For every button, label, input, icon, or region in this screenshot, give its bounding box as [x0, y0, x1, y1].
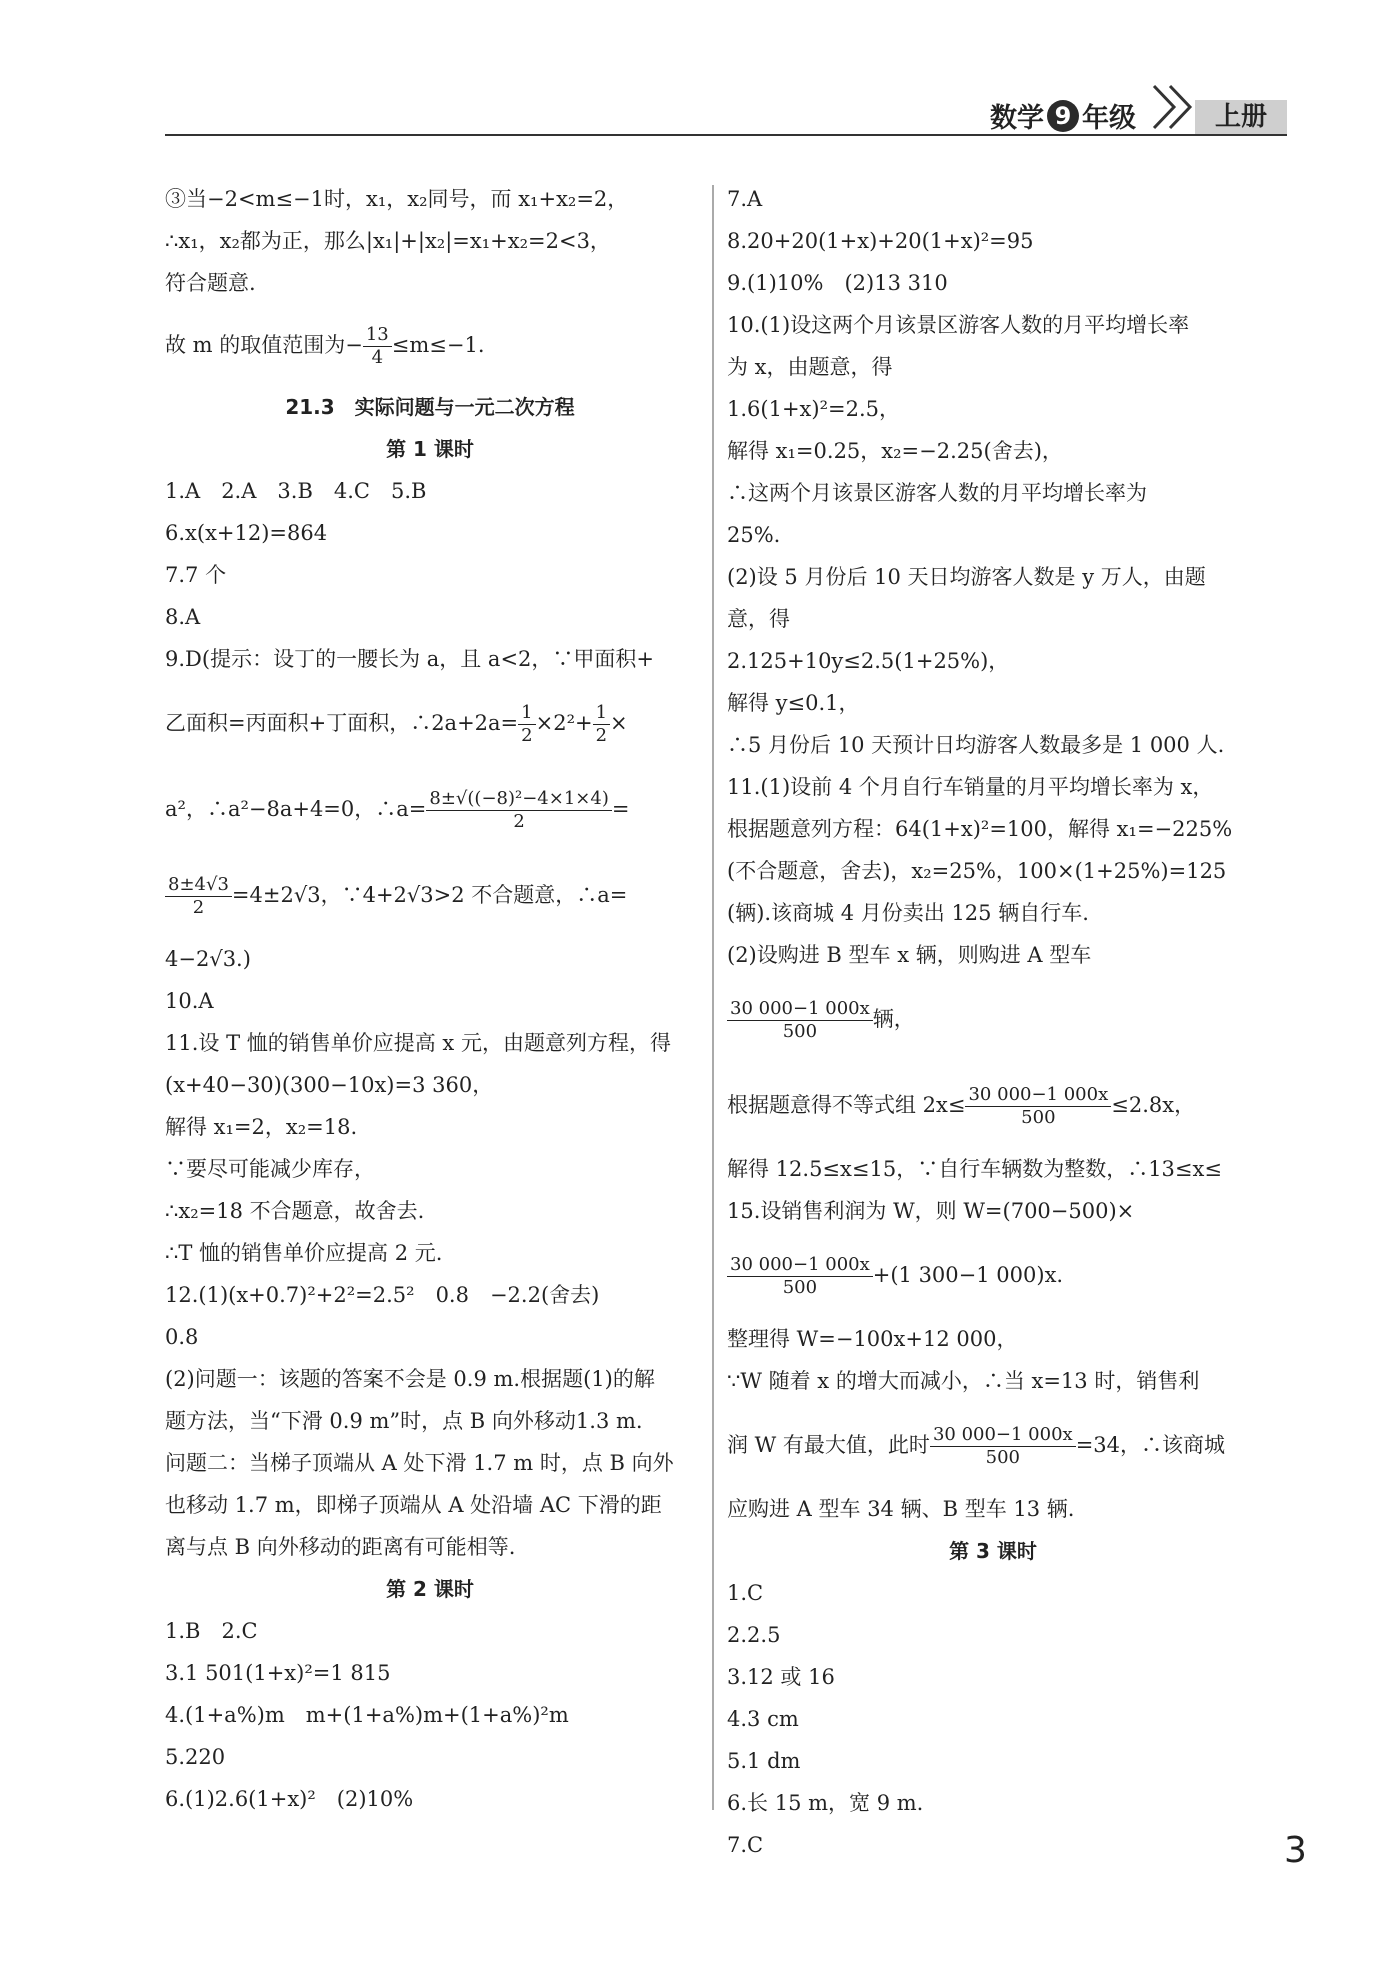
column-divider — [712, 185, 714, 1810]
answer-line: 问题二：当梯子顶端从 A 处下滑 1.7 m 时，点 B 向外 — [165, 1451, 674, 1475]
fraction: $\frac{30 000-1 000x}{500}$ — [930, 1424, 1076, 1469]
answer-line: 6.长 15 m，宽 9 m. — [727, 1791, 924, 1815]
grade-badge: 9 — [1047, 100, 1079, 132]
text-line: ③当−2<m≤−1时，x₁，x₂同号，而 x₁+x₂=2， — [165, 187, 629, 211]
fraction: $\frac{1}{2}$ — [518, 702, 535, 747]
answer-line: 2.125+10y≤2.5(1+25%)， — [727, 649, 1010, 673]
answer-line: 9.(1)10% (2)13 310 — [727, 271, 948, 295]
left-column — [165, 178, 695, 1820]
fraction: $\frac{30 000-1 000x}{500}$ — [727, 1254, 873, 1299]
answer-line: 为 x，由题意，得 — [727, 355, 893, 379]
answer-line: 整理得 W=−100x+12 000， — [727, 1327, 1018, 1351]
fraction: $\frac{1}{2}$ — [593, 702, 610, 747]
page-number: 3 — [1284, 1830, 1307, 1871]
answer-line: 12.(1)(x+0.7)²+2²=2.5² 0.8 −2.2(舍去) — [165, 1283, 600, 1307]
answer-line: (不合题意，舍去)，x₂=25%，100×(1+25%)=125 — [727, 859, 1227, 883]
answer-line: 题方法，当“下滑 0.9 m”时，点 B 向外移动1.3 m. — [165, 1409, 643, 1433]
answer-line: 10.A — [165, 989, 214, 1013]
answer-line: 1.6(1+x)²=2.5， — [727, 397, 900, 421]
answer-line: 1.A 2.A 3.B 4.C 5.B — [165, 479, 427, 503]
answer-line: ∴T 恤的销售单价应提高 2 元. — [165, 1241, 443, 1265]
fraction: $\frac{30 000-1 000x}{500}$ — [965, 1084, 1111, 1129]
answer-line: a²，∴a²−8a+4=0，∴a= $\frac{\text{8±√((−8)²−4×1×4)}}{2}$ = — [165, 788, 630, 832]
answer-line: 4−2√3.) — [165, 947, 251, 971]
answer-line: 6.x(x+12)=864 — [165, 521, 328, 545]
answer-line: ∴x₂=18 不合题意，故舍去. — [165, 1199, 425, 1223]
answer-line: 9.D(提示：设丁的一腰长为 a，且 a<2，∵甲面积+ — [165, 647, 655, 671]
right-column — [727, 178, 1259, 1866]
lesson-title: 第 3 课时 — [949, 1539, 1037, 1563]
double-chevron-icon — [1150, 82, 1200, 132]
answer-line: (2)设购进 B 型车 x 辆，则购进 A 型车 — [727, 943, 1092, 967]
answer-line: (2)设 5 月份后 10 天日均游客人数是 y 万人，由题 — [727, 565, 1206, 589]
answer-line: 4.3 cm — [727, 1707, 799, 1731]
answer-line: ∴5 月份后 10 天预计日均游客人数最多是 1 000 人. — [727, 733, 1225, 757]
lesson-title: 第 2 课时 — [386, 1577, 474, 1601]
answer-line: 解得 x₁=0.25，x₂=−2.25(舍去)， — [727, 439, 1063, 463]
page-header — [0, 0, 1398, 140]
answer-line: 根据题意得不等式组 2x≤ $\frac{30 000-1 000x}{500}$ ≤2.8x， — [727, 1084, 1196, 1128]
answer-line: 25%. — [727, 523, 781, 547]
answer-line: 11.设 T 恤的销售单价应提高 x 元，由题意列方程，得 — [165, 1031, 671, 1055]
answer-line: 2.2.5 — [727, 1623, 781, 1647]
text-line: ∴x₁，x₂都为正，那么|x₁|+|x₂|=x₁+x₂=2<3， — [165, 229, 611, 253]
answer-line: ∵W 随着 x 的增大而减小，∴当 x=13 时，销售利 — [727, 1369, 1200, 1393]
subject-label: 数学 — [990, 103, 1044, 134]
answer-line: 应购进 A 型车 34 辆、B 型车 13 辆. — [727, 1497, 1075, 1521]
answer-line: 15.设销售利润为 W，则 W=(700−500)× — [727, 1199, 1135, 1223]
answer-line: $\frac{8\pm 4√3}{2}$ =4±2√3，∵4+2√3>2 不合题意，∴a= — [165, 852, 695, 938]
answer-line: ∵要尽可能减少库存， — [165, 1157, 375, 1181]
fraction: $\frac{13}{4}$ — [363, 324, 392, 369]
answer-line: 也移动 1.7 m，即梯子顶端从 A 处沿墙 AC 下滑的距 — [165, 1493, 662, 1517]
answer-line: 4.(1+a%)m m+(1+a%)m+(1+a%)²m — [165, 1703, 569, 1727]
answer-line: 润 W 有最大值，此时 $\frac{30 000-1 000x}{500}$ =34，∴该商城 — [727, 1424, 1226, 1468]
answer-line: 根据题意列方程：64(1+x)²=100，解得 x₁=−225% — [727, 817, 1233, 841]
answer-line: (x+40−30)(300−10x)=3 360， — [165, 1073, 494, 1097]
fraction: $\frac{\text{8±√((−8)²−4×1×4)}}{2}$ — [426, 788, 611, 833]
answer-line: 7.7 个 — [165, 563, 227, 587]
answer-line: 10.(1)设这两个月该景区游客人数的月平均增长率 — [727, 313, 1190, 337]
grade-label: 年级 — [1082, 103, 1136, 134]
answer-line: $\frac{30 000-1 000x}{500}$ +(1 300−1 000)x. — [727, 1232, 1259, 1318]
answer-line: 0.8 — [165, 1325, 199, 1349]
answer-line: 7.C — [727, 1833, 764, 1857]
answer-line: 离与点 B 向外移动的距离有可能相等. — [165, 1535, 516, 1559]
answer-line: 7.A — [727, 187, 763, 211]
lesson-title: 第 1 课时 — [386, 437, 474, 461]
text-line: 符合题意. — [165, 271, 256, 295]
answer-line: ∴这两个月该景区游客人数的月平均增长率为 — [727, 481, 1147, 505]
answer-line: 3.1 501(1+x)²=1 815 — [165, 1661, 391, 1685]
answer-line: 解得 12.5≤x≤15，∵自行车辆数为整数，∴13≤x≤ — [727, 1157, 1222, 1181]
answer-line: 解得 y≤0.1， — [727, 691, 860, 715]
answer-line: 1.C — [727, 1581, 764, 1605]
section-title: 21.3 实际问题与一元二次方程 — [285, 395, 575, 419]
fraction: $\frac{8\pm 4√3}{2}$ — [165, 874, 232, 919]
answer-line: (2)问题一：该题的答案不会是 0.9 m.根据题(1)的解 — [165, 1367, 655, 1391]
fraction: $\frac{30 000-1 000x}{500}$ — [727, 998, 873, 1043]
answer-line: 8.A — [165, 605, 201, 629]
answer-line: $\frac{30 000-1 000x}{500}$ 辆， — [727, 976, 1259, 1062]
volume-badge: 上册 — [1195, 100, 1287, 134]
answer-line: 3.12 或 16 — [727, 1665, 835, 1689]
header-divider — [165, 134, 1287, 136]
answer-line: 11.(1)设前 4 个月自行车销量的月平均增长率为 x， — [727, 775, 1214, 799]
answer-line: (辆).该商城 4 月份卖出 125 辆自行车. — [727, 901, 1089, 925]
answer-line: 8.20+20(1+x)+20(1+x)²=95 — [727, 229, 1034, 253]
answer-line: 5.220 — [165, 1745, 226, 1769]
answer-line: 意，得 — [727, 607, 790, 631]
answer-line: 1.B 2.C — [165, 1619, 258, 1643]
answer-line: 解得 x₁=2，x₂=18. — [165, 1115, 358, 1139]
book-title — [990, 96, 1136, 135]
text-line: 故 m 的取值范围为− $\frac{13}{4}$ ≤m≤−1. — [165, 324, 485, 368]
answer-line: 6.(1)2.6(1+x)² (2)10% — [165, 1787, 414, 1811]
answer-line: 乙面积=丙面积+丁面积，∴2a+2a= $\frac{1}{2}$ ×2²+ $\frac{1}{2}$ × — [165, 702, 628, 746]
answer-line: 5.1 dm — [727, 1749, 801, 1773]
